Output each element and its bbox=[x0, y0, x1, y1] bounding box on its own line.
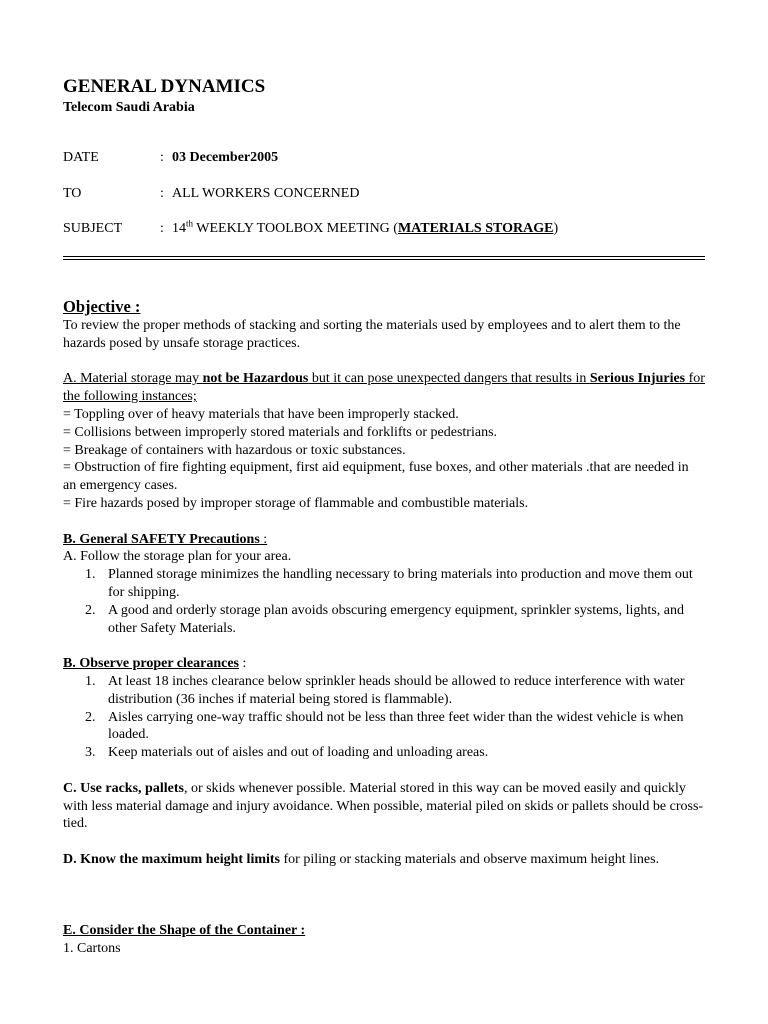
section-a-item: = Breakage of containers with hazardous or toxic substances. bbox=[63, 442, 406, 458]
section-c-bold: C. Use racks, pallets bbox=[63, 780, 184, 796]
company-name: GENERAL DYNAMICS bbox=[63, 76, 266, 97]
section-a-item: = Obstruction of fire fighting equipment, first aid equipment, fuse boxes, and other materials .that are needed in an emergency cases. bbox=[63, 460, 689, 494]
section-a-item: = Collisions between improperly stored materials and forklifts or pedestrians. bbox=[63, 424, 498, 440]
date-label: DATE bbox=[63, 150, 99, 165]
list-item bbox=[63, 709, 705, 745]
section-a-bold-2: Serious Injuries bbox=[589, 371, 686, 387]
section-a-bold-1: not be Hazardous bbox=[202, 371, 309, 387]
subject-emphasis: MATERIALS STORAGE bbox=[397, 221, 554, 236]
section-c-text: , or skids whenever possible. Material stored in this way can be moved easily and quickly with less material damage and injury avoidance. When possible, material piled on skids or pallets should be cross-tied. bbox=[63, 780, 704, 832]
list-text: A good and orderly storage plan avoids obscuring emergency equipment, sprinkler systems, lights, and other Safety Materials. bbox=[108, 602, 684, 636]
objective-text: To review the proper methods of stacking and sorting the materials used by employees and to alert them to the hazards posed by unsafe storage practices. bbox=[63, 318, 681, 351]
list-text: Aisles carrying one-way traffic should not be less than three feet wider than the widest vehicle is when loaded. bbox=[108, 709, 684, 743]
section-a-lead-3: for the following instances; bbox=[63, 371, 705, 405]
section-e-item: 1. Cartons bbox=[63, 940, 121, 956]
list-item bbox=[63, 602, 705, 638]
section-c-paragraph bbox=[63, 780, 705, 833]
section-b1-list bbox=[63, 566, 705, 637]
subject-ordinal: th bbox=[186, 218, 194, 229]
list-text: Keep materials out of aisles and out of loading and unloading areas. bbox=[108, 745, 489, 761]
subject-number: 14 bbox=[172, 221, 186, 236]
subject-colon: : bbox=[160, 221, 164, 236]
date-colon: : bbox=[160, 150, 164, 165]
section-d-paragraph bbox=[63, 851, 705, 869]
subject-label: SUBJECT bbox=[63, 221, 123, 236]
objective-heading: Objective : bbox=[63, 297, 141, 316]
divider-line-top bbox=[63, 256, 705, 257]
list-number: 2. bbox=[85, 602, 96, 618]
section-d-bold: D. Know the maximum height limits bbox=[63, 851, 280, 867]
section-a-lead-1: A. Material storage may bbox=[63, 371, 203, 387]
section-b1-heading bbox=[63, 531, 705, 549]
section-b2-heading bbox=[63, 655, 705, 673]
list-item bbox=[63, 566, 705, 602]
section-a-lead-2: but it can pose unexpected dangers that results in bbox=[308, 371, 590, 387]
document-body bbox=[63, 317, 705, 957]
list-number: 1. bbox=[85, 673, 96, 689]
section-b2-colon: : bbox=[239, 656, 247, 672]
subject-close: ) bbox=[553, 221, 559, 236]
section-d-text: for piling or stacking materials and observe maximum height lines. bbox=[280, 851, 660, 867]
subject-text: WEEKLY TOOLBOX MEETING ( bbox=[193, 221, 398, 236]
section-a-item: = Fire hazards posed by improper storage of flammable and combustible materials. bbox=[63, 495, 529, 511]
section-a-item: = Toppling over of heavy materials that have been improperly stacked. bbox=[63, 406, 459, 422]
section-b1-intro: A. Follow the storage plan for your area. bbox=[63, 549, 292, 565]
to-colon: : bbox=[160, 186, 164, 201]
list-text: At least 18 inches clearance below sprinkler heads should be allowed to reduce interference with water distribution (36 inches if material being stored is flammable). bbox=[108, 673, 685, 707]
section-b2-title: B. Observe proper clearances bbox=[63, 656, 240, 672]
section-b1-colon: : bbox=[259, 531, 268, 547]
date-value: 03 December2005 bbox=[172, 150, 279, 165]
list-text: Planned storage minimizes the handling necessary to bring materials into production and move them out for shipping. bbox=[108, 567, 693, 600]
section-b1-title: B. General SAFETY Precautions bbox=[63, 531, 260, 547]
list-number: 2. bbox=[85, 709, 96, 725]
subject-value bbox=[172, 218, 559, 237]
to-value: ALL WORKERS CONCERNED bbox=[172, 186, 360, 201]
section-a-intro bbox=[63, 370, 705, 406]
section-e-heading: E. Consider the Shape of the Container : bbox=[63, 922, 306, 938]
section-b2-list bbox=[63, 673, 705, 762]
divider-line-bottom bbox=[63, 259, 705, 260]
to-label: TO bbox=[63, 186, 82, 201]
list-number: 3. bbox=[85, 745, 96, 761]
list-number: 1. bbox=[85, 567, 96, 583]
company-division: Telecom Saudi Arabia bbox=[63, 100, 195, 115]
list-item bbox=[63, 673, 705, 709]
list-item bbox=[63, 744, 705, 762]
